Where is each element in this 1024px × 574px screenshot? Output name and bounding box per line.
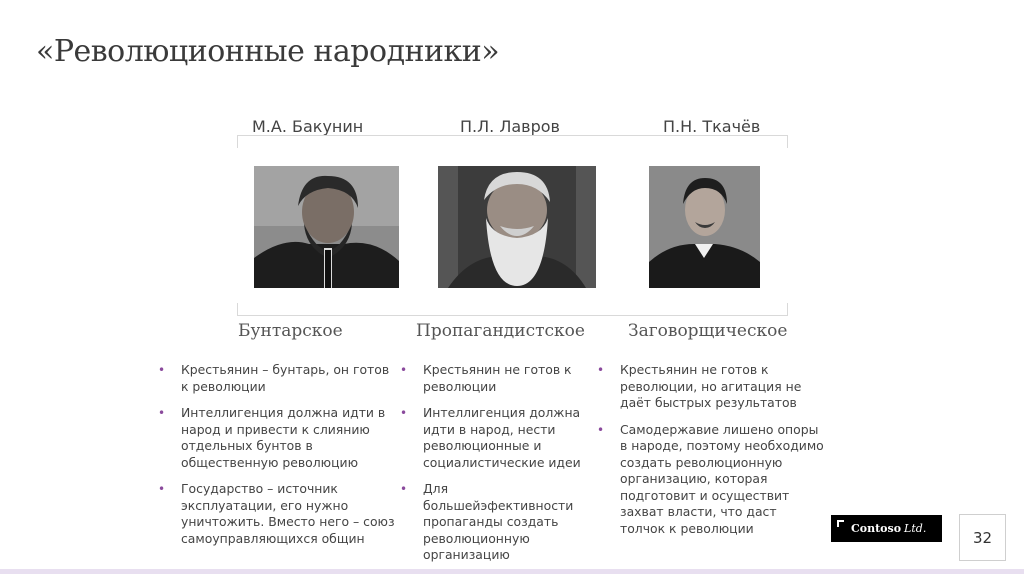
logo-suffix: Ltd. [904, 522, 927, 535]
bullet-list-bakunin [156, 362, 396, 557]
bullet-list-lavrov [398, 362, 598, 574]
company-logo [831, 515, 942, 542]
person-name-lavrov: П.Л. Лавров [460, 117, 560, 136]
person-name-tkachev: П.Н. Ткачёв [663, 117, 761, 136]
bullet-icon: • [400, 363, 408, 377]
slide-title: «Революционные народники» [36, 34, 500, 69]
bullet-icon: • [597, 422, 605, 437]
bottom-accent-bar [0, 569, 1024, 574]
list-item: • Самодержавие лишено опоры в народе, поэтому необходимо создать революционную организацию, которая подготовит и осуществит захват власти, что даст толчок к революции [597, 421, 824, 536]
lavrov-portrait-icon [438, 166, 596, 288]
list-item: • Крестьянин не готов к революции, но агитация не даёт быстрых результатов [597, 362, 802, 410]
logo-name: Contoso [851, 522, 902, 535]
list-item: • Крестьянин – бунтарь, он готов к революции [158, 362, 390, 394]
bullet-list-tkachev [595, 362, 825, 547]
bullet-icon: • [400, 482, 408, 496]
bullet-icon: • [400, 406, 408, 420]
list-item: • Для большейэфективности пропаганды создать революционную организацию [400, 481, 574, 562]
list-item: • Интеллигенция должна идти в народ и привести к слиянию отдельных бунтов в общественную революцию [158, 405, 386, 470]
person-name-bakunin: М.А. Бакунин [252, 117, 364, 136]
heading-rebel: Бунтарское [238, 321, 343, 341]
logo-corner-icon [837, 520, 844, 527]
heading-propaganda: Пропагандистское [416, 321, 585, 341]
bullet-icon: • [158, 363, 166, 377]
list-item: • Интеллигенция должна идти в народ, нести революционные и социалистические идеи [400, 405, 581, 470]
bullet-icon: • [158, 406, 166, 420]
bullet-icon: • [158, 482, 166, 496]
bakunin-portrait-icon [254, 166, 399, 288]
list-item: • Государство – источник эксплуатации, его нужно уничтожить. Вместо него – союз самоуправляющихся общин [158, 481, 395, 546]
list-item: • Крестьянин не готов к революции [400, 362, 572, 394]
page-number: 32 [959, 514, 1006, 561]
tkachev-portrait-icon [649, 166, 760, 288]
heading-conspiracy: Заговорщическое [628, 321, 788, 341]
bullet-icon: • [597, 363, 605, 377]
